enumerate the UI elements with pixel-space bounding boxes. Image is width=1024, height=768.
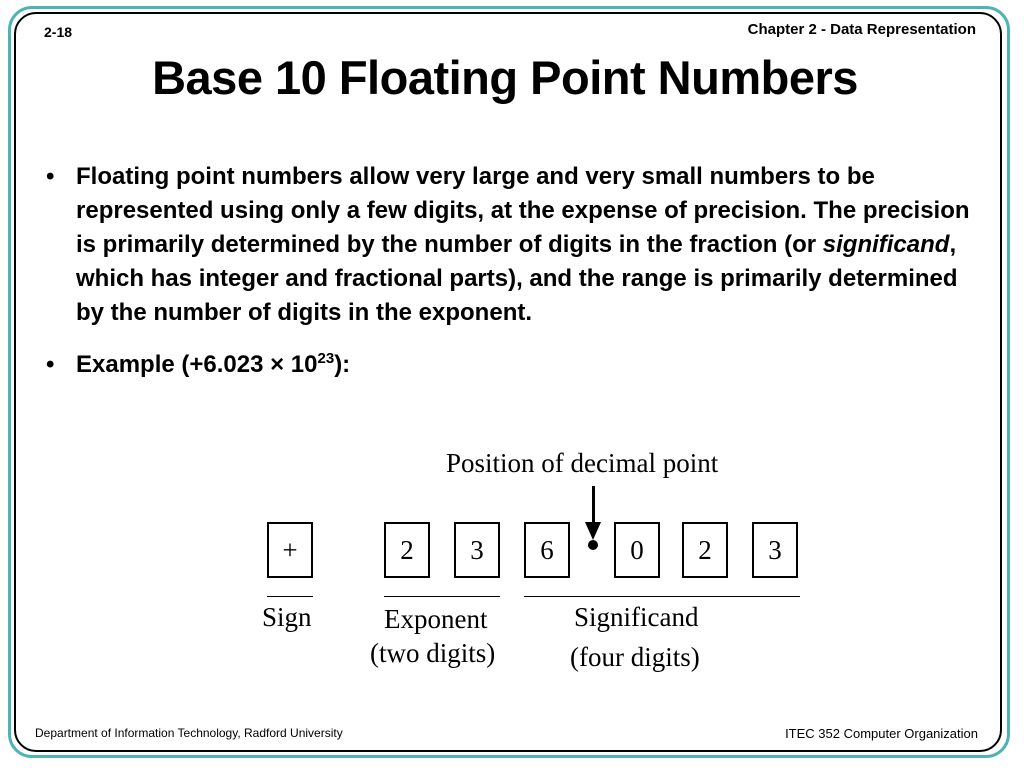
slide-number: 2-18 bbox=[44, 24, 73, 40]
exponent-digit-box: 2 bbox=[384, 522, 430, 578]
bullet-emphasis: significand bbox=[822, 231, 950, 258]
decimal-arrow-head bbox=[585, 522, 601, 540]
bullet-text bbox=[76, 348, 976, 382]
decimal-point-caption: Position of decimal point bbox=[446, 448, 719, 478]
decimal-point-dot bbox=[588, 540, 598, 550]
bullet-dot: • bbox=[46, 163, 55, 190]
exponent-label: Exponent bbox=[384, 604, 488, 634]
exponent-digit-box: 3 bbox=[454, 522, 500, 578]
bullet-text-part: Floating point numbers allow very large and very small numbers to be represented using only a few digits, at the expense of precision. The precision is primarily determined by the number of digits in the fraction (or bbox=[76, 163, 970, 258]
significand-digit-box: 3 bbox=[752, 522, 798, 578]
significand-label: Significand bbox=[574, 602, 699, 632]
sign-underline bbox=[267, 596, 313, 597]
footer-course: ITEC 352 Computer Organization bbox=[785, 726, 978, 741]
decimal-arrow-shaft bbox=[592, 486, 595, 526]
bullet-item bbox=[46, 348, 976, 382]
significand-underline bbox=[524, 596, 800, 597]
exponent-underline bbox=[384, 596, 500, 597]
chapter-title: Chapter 2 - Data Representation bbox=[747, 21, 976, 38]
bullet-list bbox=[46, 160, 976, 400]
significand-digit-box: 6 bbox=[524, 522, 570, 578]
exponent-superscript: 23 bbox=[317, 350, 335, 367]
sign-box: + bbox=[267, 522, 313, 578]
significand-digit-box: 2 bbox=[682, 522, 728, 578]
significand-digit-box: 0 bbox=[614, 522, 660, 578]
floating-point-diagram bbox=[258, 446, 818, 686]
bullet-dot: • bbox=[46, 351, 55, 378]
exponent-sublabel: (two digits) bbox=[370, 638, 496, 668]
bullet-text-part: ): bbox=[334, 351, 351, 378]
significand-sublabel: (four digits) bbox=[570, 642, 700, 672]
bullet-text-part: , which has integer and fractional parts), and the range is primarily determined by the number of digits in the exponent. bbox=[76, 231, 958, 326]
page-title: Base 10 Floating Point Numbers bbox=[152, 51, 858, 104]
bullet-item bbox=[46, 160, 976, 330]
bullet-text bbox=[76, 160, 976, 330]
bullet-text-part: Example (+6.023 × 10 bbox=[76, 351, 318, 378]
footer-department: Department of Information Technology, Radford University bbox=[35, 726, 343, 740]
sign-label: Sign bbox=[262, 602, 312, 632]
